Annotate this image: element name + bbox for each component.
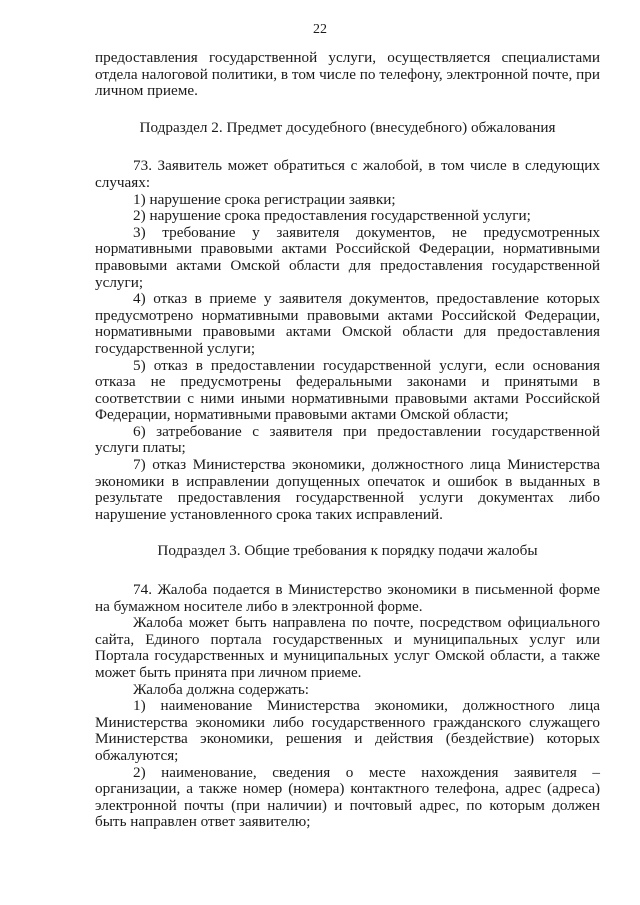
paragraph-intro: предоставления государственной услуги, осуществляется специалистами отдела налоговой политики, в том числе по телефону, электронной почте, при личном приеме. [95,49,600,100]
paragraph-73-item-1: 1) нарушение срока регистрации заявки; [133,190,396,208]
paragraph-74-item-2: 2) наименование, сведения о месте нахождения заявителя – организации, а также номер (номера) контактного телефона, адрес (адреса) электронной почты (при наличии) и почтовый адрес, по которым должен быть направлен ответ заявителю; [95,763,600,831]
paragraph-73-item-5: 5) отказ в предоставлении государственной услуги, если основания отказа не предусмотрены федеральными законами и принятыми в соответствии с ними иными нормативными правовыми актами Российской Федерации, нормативными правовыми актами Омской области; [95,356,600,424]
document-body [95,50,600,831]
subsection-2-title: Подраздел 2. Предмет досудебного (внесудебного) обжалования [139,118,556,136]
paragraph-73-item-6: 6) затребование с заявителя при предоставлении государственной услуги платы; [95,422,600,457]
paragraph-74-channels: Жалоба может быть направлена по почте, посредством официального сайта, Единого портала государственных и муниципальных услуг или Портала государственных и муниципальных услуг Омской области, а также может быть принята при личном приеме. [95,614,600,681]
paragraph-73-item-4: 4) отказ в приеме у заявителя документов, предоставление которых предусмотрено нормативными правовыми актами Российской Федерации, нормативными правовыми актами Омской области для предоставления государственной услуги; [95,290,600,357]
page-number: 22 [313,22,327,37]
paragraph-74-item-1: 1) наименование Министерства экономики, должностного лица Министерства экономики либо государственного гражданского служащего Министерства экономики, решения и действия (бездействие) которых обжалуются; [95,697,600,764]
paragraph-73: 73. Заявитель может обратиться с жалобой, в том числе в следующих случаях: [95,157,600,191]
paragraph-74-contents-intro: Жалоба должна содержать: [133,680,309,698]
paragraph-73-item-2: 2) нарушение срока предоставления государственной услуги; [133,207,531,225]
subsection-3-title: Подраздел 3. Общие требования к порядку подачи жалобы [157,542,538,560]
paragraph-73-item-7: 7) отказ Министерства экономики, должностного лица Министерства экономики в исправлении допущенных опечаток и ошибок в выданных в результате предоставления государственной услуги документах либо нарушение установленного срока таких исправлений. [95,456,600,523]
paragraph-73-item-3: 3) требование у заявителя документов, не предусмотренных нормативными правовыми актами Российской Федерации, нормативными правовыми актами Омской области для предоставления государственной услуги; [95,223,600,291]
paragraph-74: 74. Жалоба подается в Министерство экономики в письменной форме на бумажном носителе либо в электронной форме. [95,581,600,615]
